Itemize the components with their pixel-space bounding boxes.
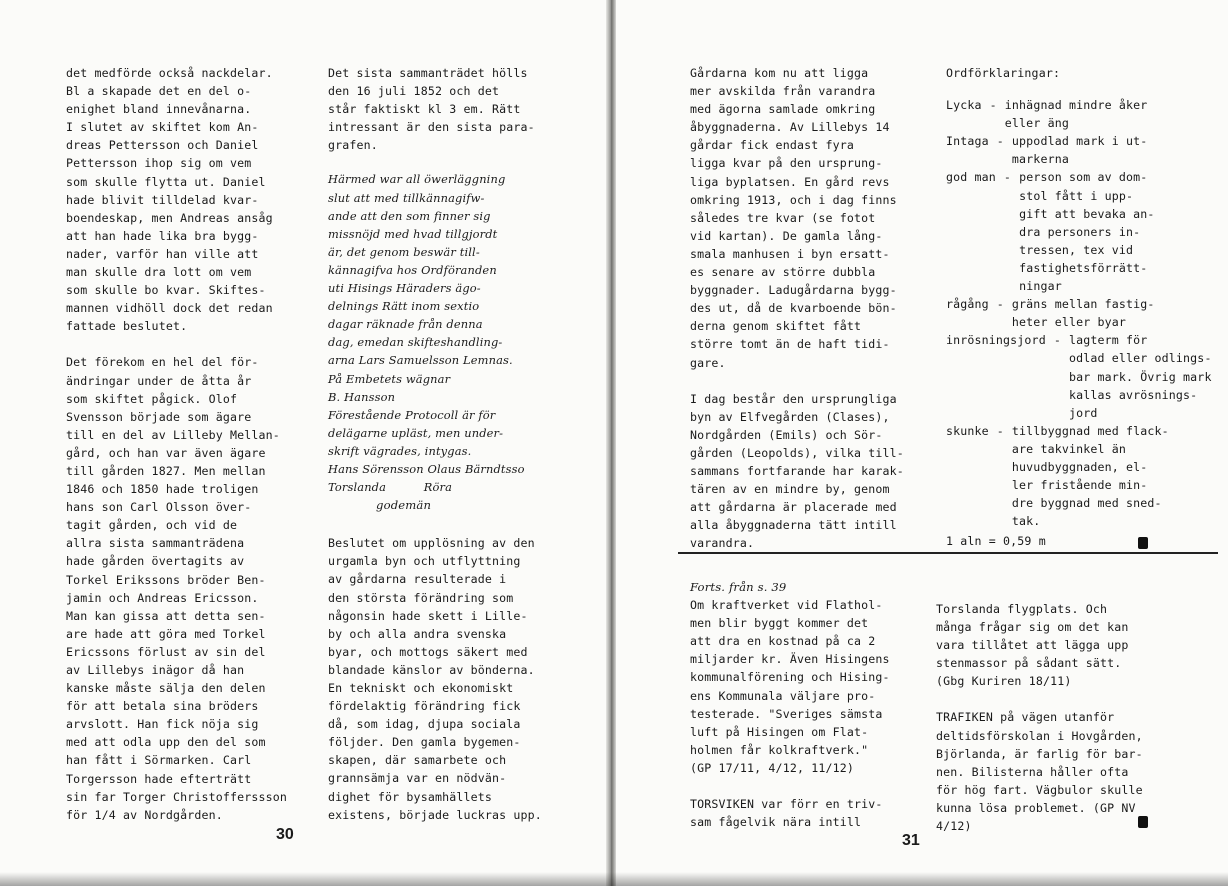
definition-line: are takvinkel än	[1011, 441, 1127, 456]
text-line: omkring 1913, och i dag finns	[690, 192, 897, 207]
text-line: boendeskap, men Andreas ansåg	[66, 210, 273, 225]
definition-line: stol fått i upp-	[1019, 188, 1134, 203]
page-number-right: 31	[902, 832, 920, 849]
text-line: arna Lars Samuelsson Lemnas.	[328, 353, 513, 368]
definition-line: dra personers in-	[1019, 224, 1141, 239]
text-line: följder. Den gamla bygemen-	[328, 735, 521, 750]
text-line: Beslutet om upplösning av den	[328, 536, 535, 551]
glossary-definition	[1069, 331, 1216, 421]
text-line: luft på Hisingen om Flat-	[690, 724, 869, 739]
glossary-definition	[1012, 132, 1216, 168]
text-line: sammans fortfarande har karak-	[690, 463, 904, 478]
text-line: Torgersson hade efterträtt	[66, 771, 252, 786]
text-line: byggnader. Ladugårdarna bygg-	[690, 283, 897, 298]
text-line: En tekniskt och ekonomiskt	[328, 681, 514, 695]
text-line: kommunalförening och Hising-	[690, 670, 890, 685]
text-line: delägarne upläst, men under-	[328, 425, 504, 440]
definition-line: markerna	[1011, 152, 1069, 167]
news-column-1	[690, 578, 930, 831]
text-line: varandra.	[690, 536, 755, 551]
text-line: delnings Rätt inom sextio	[328, 299, 480, 314]
text-line: es senare av större dubbla	[690, 265, 876, 280]
text-line: tagit gården, och vid de	[66, 518, 238, 533]
text-line: ligga kvar på den ursprung-	[690, 156, 883, 171]
glossary-dash: -	[1003, 170, 1012, 185]
news-column-2	[936, 600, 1176, 835]
text-line: det medförde också nackdelar.	[66, 66, 273, 80]
glossary-definition	[1019, 168, 1216, 295]
text-line: des ut, då de kvarboende bön-	[690, 301, 897, 316]
text-line: stenmassor på sådant sätt.	[936, 656, 1122, 671]
text-line: byar, och mottogs säkert med	[328, 644, 528, 659]
text-line: dag, emedan skifteshandling-	[328, 335, 503, 350]
definition-line: lagterm för	[1068, 333, 1148, 348]
text-line: sam fågelvik nära intill	[690, 815, 862, 830]
glossary-entry	[946, 331, 1216, 421]
glossary-term: Lycka	[946, 98, 982, 113]
text-line: är, det genom beswär till-	[328, 244, 480, 259]
glossary-definition	[1012, 422, 1216, 531]
text-line: kännagifva hos Ordföranden	[328, 262, 497, 277]
left-page	[0, 0, 612, 886]
text-line: Pettersson ihop sig om vem	[66, 156, 252, 171]
text-line: Björlanda, är farlig för bar-	[936, 746, 1143, 761]
book-gutter	[606, 0, 616, 886]
text-line: han fått i Sörmarken. Carl	[66, 753, 252, 768]
text-line: (GP 17/11, 4/12, 11/12)	[690, 760, 854, 775]
text-line: are hade att göra med Torkel	[66, 626, 266, 641]
text-line: då, som idag, djupa sociala	[328, 717, 521, 732]
text-line: man skulle dra lott om vem	[66, 265, 252, 280]
text-line: Man kan gissa att detta sen-	[66, 608, 266, 623]
glossary-term: skunke	[946, 423, 989, 438]
news-column-1-text	[690, 596, 930, 831]
glossary-term: Intaga	[946, 134, 989, 149]
text-line: hade gården övertagits av	[66, 554, 245, 569]
text-line: att han hade lika bra bygg-	[66, 228, 259, 243]
text-line: nen. Bilisterna håller ofta	[936, 764, 1129, 779]
text-line: Ericssons förlust av sin del	[66, 644, 266, 659]
text-line: åbyggnaderna. Av Lillebys 14	[690, 120, 890, 135]
text-line: av Lillebys inägor då han	[66, 663, 245, 677]
text-line: Förestående Protocoll är för	[328, 407, 496, 422]
text-line: testerade. "Sveriges sämsta	[690, 706, 883, 721]
definition-line: person som av dom-	[1019, 170, 1148, 185]
text-line: I slutet av skiftet kom An-	[66, 120, 259, 135]
text-line: Torkel Erikssons bröder Ben-	[66, 572, 266, 587]
text-line: många frågar sig om det kan	[936, 620, 1129, 635]
definition-line: tak.	[1011, 514, 1041, 529]
glossary-footer: 1 aln = 0,59 m	[946, 534, 1046, 549]
right-page	[616, 0, 1228, 886]
text-line: Det sista sammanträdet hölls	[328, 66, 528, 80]
protocol-quote	[328, 170, 558, 496]
text-line: smala manhusen i byn ersatt-	[690, 246, 890, 261]
continued-from-heading: Forts. från s. 39	[690, 580, 787, 594]
text-line: dreas Pettersson och Daniel	[66, 138, 259, 153]
end-mark-icon	[1138, 816, 1148, 828]
right-page-column-1	[690, 64, 930, 552]
definition-line: inhägnad mindre åker	[1004, 98, 1148, 113]
section-divider	[678, 552, 1218, 554]
text-line: gare.	[690, 355, 726, 370]
text-line: miljarder kr. Även Hisingens	[690, 652, 890, 667]
glossary-entry	[946, 168, 1216, 295]
text-line: TORSVIKEN var förr en triv-	[690, 797, 883, 812]
text-line: derna genom skiftet fått	[690, 319, 862, 334]
text-line: byn av Elfvegården (Clases),	[690, 409, 890, 424]
definition-line: ler fristående min-	[1011, 478, 1148, 493]
text-line: 4/12)	[936, 819, 972, 834]
definition-line: huvudbyggnaden, el-	[1011, 459, 1148, 474]
text-line: TRAFIKEN på vägen utanför	[936, 710, 1115, 725]
text-line: att dra en kostnad på ca 2	[690, 634, 876, 649]
text-line: att gårdarna är placerade med	[690, 500, 897, 515]
text-line: för att betala sina bröders	[66, 699, 259, 714]
text-line: jamin och Andreas Ericsson.	[66, 590, 259, 605]
text-line: urgamla byn och utflyttning	[328, 554, 521, 569]
text-line: intressant är den sista para-	[328, 120, 535, 135]
text-line: som skiftet pågick. Olof	[66, 391, 238, 406]
text-line: med ägorna samlade omkring	[690, 102, 876, 117]
text-line: slut att med tillkännagifw-	[328, 190, 485, 205]
glossary-dash: -	[996, 423, 1004, 438]
text-line: för hög fart. Vägbulor skulle	[936, 782, 1143, 797]
text-line: Härmed war all öwerläggning	[328, 172, 506, 187]
end-mark-icon	[1138, 537, 1148, 549]
glossary-entry	[946, 132, 1216, 168]
text-line: liga byplatsen. En gård revs	[690, 174, 890, 189]
text-line: holmen får kolkraftverk."	[690, 742, 869, 757]
text-line: Gårdarna kom nu att ligga	[690, 66, 869, 80]
text-line: I dag består den ursprungliga	[690, 391, 897, 406]
glossary-entries	[946, 96, 1216, 530]
paragraph-gap	[690, 777, 930, 795]
text-line: dagar räknade från denna	[328, 317, 483, 332]
glossary-dash: -	[1053, 333, 1061, 348]
text-line: som skulle bo kvar. Skiftes-	[66, 283, 266, 298]
text-line: hans son Carl Olsson över-	[66, 500, 252, 515]
text-line: men blir byggt kommer det	[690, 616, 869, 631]
definition-line: heter eller byar	[1011, 315, 1127, 330]
page-number-left: 30	[276, 826, 294, 843]
left-page-column-1	[66, 64, 296, 824]
text-line: Torslanda Röra	[328, 480, 453, 495]
definition-line: kallas avrösnings-	[1068, 387, 1198, 402]
text-line: den 16 juli 1852 och det	[328, 84, 500, 99]
text-line: den största förändring som	[328, 590, 514, 605]
text-line: nader, varför han ville att	[66, 246, 259, 261]
text-line: för 1/4 av Nordgården.	[66, 807, 223, 822]
left-page-column-2	[328, 64, 558, 824]
glossary-dash: -	[989, 98, 997, 113]
definition-line: odlad eller odlings-	[1068, 351, 1212, 366]
definition-line: bar mark. Övrig mark	[1068, 369, 1212, 384]
text-line: kunna lösa problemet. (GP NV	[936, 800, 1136, 815]
text-line: någonsin hade skett i Lille-	[328, 608, 528, 623]
glossary-definition	[1012, 295, 1216, 331]
text-line: by och alla andra svenska	[328, 626, 507, 641]
text-line: existens, började luckras upp.	[328, 807, 542, 822]
paragraph-gap	[66, 335, 296, 353]
text-line: större tomt än de haft tidi-	[690, 337, 890, 352]
paragraph-gap	[936, 690, 1176, 708]
text-line: tären av en mindre by, genom	[690, 482, 890, 497]
definition-line: jord	[1068, 405, 1098, 420]
text-line: ens Kommunala väljare pro-	[690, 688, 876, 703]
glossary-dash: -	[996, 297, 1004, 312]
scan-edge-shadow	[0, 872, 1228, 886]
text-line: Hans Sörensson Olaus Bärndtsso	[328, 461, 525, 476]
text-line: vara tillåtet att lägga upp	[936, 638, 1129, 653]
definition-line: fastighetsförrätt-	[1019, 260, 1148, 275]
text-line: gårdar fick endast fyra	[690, 138, 854, 153]
text-line: allra sista sammanträdena	[66, 536, 245, 551]
text-line: B. Hansson	[328, 389, 396, 404]
text-line: Torslanda flygplats. Och	[936, 602, 1108, 616]
decision-paragraph	[328, 534, 558, 824]
definition-line: eller äng	[1004, 116, 1069, 131]
text-line: således tre kvar (se fotot	[690, 210, 876, 225]
text-line: enighet bland innevånarna.	[66, 102, 252, 117]
glossary	[946, 64, 1216, 550]
glossary-term: god man	[946, 170, 996, 185]
text-line: alla åbyggnaderna tätt intill	[690, 518, 897, 533]
definition-line: gift att bevaka an-	[1019, 206, 1155, 221]
text-line: missnöjd med hvad tillgjordt	[328, 226, 498, 241]
text-line: sin far Torger Christofferssson	[66, 789, 288, 804]
text-line: gård, och han var även ägare	[66, 445, 266, 460]
glossary-dash: -	[996, 134, 1004, 149]
paragraph-gap	[690, 372, 930, 390]
text-line: uti Hisings Häraders ägo-	[328, 281, 481, 296]
text-line: (Gbg Kuriren 18/11)	[936, 674, 1072, 689]
text-line: mer avskilda från varandra	[690, 84, 876, 99]
text-line: På Embetets wägnar	[328, 371, 451, 386]
definition-line: ningar	[1019, 279, 1062, 294]
text-line: mannen vidhöll dock det redan	[66, 301, 273, 316]
protocol-signoff: godemän	[376, 498, 432, 513]
text-line: Nordgården (Emils) och Sör-	[690, 427, 883, 442]
text-line: gården (Leopolds), vilka till-	[690, 445, 904, 460]
definition-line: dre byggnad med sned-	[1011, 496, 1162, 511]
text-line: Om kraftverket vid Flathol-	[690, 598, 883, 613]
definition-line: uppodlad mark i ut-	[1011, 134, 1148, 149]
text-line: ande att den som finner sig	[328, 208, 491, 223]
text-line: dighet för bysamhällets	[328, 789, 492, 804]
text-line: av gårdarna resulterade i	[328, 572, 507, 587]
text-line: hade blivit tilldelad kvar-	[66, 192, 259, 207]
text-line: ändringar under de åtta år	[66, 373, 252, 388]
text-line: kanske måste sälja den delen	[66, 681, 266, 696]
glossary-heading: Ordförklaringar:	[946, 66, 1061, 80]
text-line: skapen, där samarbete och	[328, 753, 507, 768]
definition-line: tressen, tex vid	[1019, 242, 1134, 257]
text-line: skrift vägrades, intygas.	[328, 443, 472, 458]
glossary-entry	[946, 96, 1216, 132]
text-line: grafen.	[328, 138, 378, 153]
text-line: till en del av Lilleby Mellan-	[66, 427, 280, 442]
text-line: blandade känslor av bönderna.	[328, 662, 535, 677]
text-line: vid kartan). De gamla lång-	[690, 228, 883, 243]
text-line: står faktiskt kl 3 em. Rätt	[328, 102, 521, 117]
text-line: deltidsförskolan i Hovgården,	[936, 728, 1143, 743]
text-line: grannsämja var en nödvän-	[328, 771, 507, 786]
text-line: Bl a skapade det en del o-	[66, 84, 252, 99]
glossary-definition	[1005, 96, 1216, 132]
text-line: med att odla upp den del som	[66, 735, 266, 750]
glossary-entry	[946, 295, 1216, 331]
glossary-term: inrösningsjord	[946, 333, 1046, 348]
text-line: Det förekom en hel del för-	[66, 355, 259, 370]
glossary-entry	[946, 422, 1216, 531]
closing-meeting-paragraph	[328, 64, 558, 154]
text-line: Svensson började som ägare	[66, 409, 252, 424]
text-line: fattade beslutet.	[66, 319, 188, 334]
text-line: arvslott. Han fick nöja sig	[66, 717, 259, 732]
definition-line: gräns mellan fastig-	[1011, 297, 1155, 312]
definition-line: tillbyggnad med flack-	[1011, 423, 1169, 438]
text-line: 1846 och 1850 hade troligen	[66, 482, 259, 497]
text-line: till gården 1827. Men mellan	[66, 463, 266, 478]
glossary-term: rågång	[946, 297, 989, 312]
text-line: som skulle flytta ut. Daniel	[66, 174, 266, 189]
text-line: fördelaktig förändring fick	[328, 699, 521, 714]
